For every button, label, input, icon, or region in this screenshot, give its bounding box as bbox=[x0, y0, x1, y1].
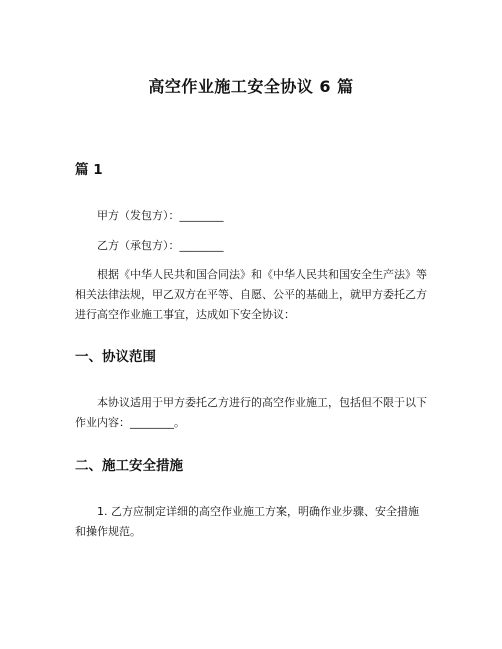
section-heading-scope: 一、协议范围 bbox=[75, 349, 156, 365]
section-body-scope: 本协议适用于甲方委托乙方进行的高空作业施工，包括但不限于以下作业内容：________。 bbox=[75, 396, 427, 429]
party-a-line: 甲方（发包方）：________ bbox=[97, 209, 224, 222]
party-b-line: 乙方（承包方）：________ bbox=[97, 239, 224, 252]
section-heading-safety-measures: 二、施工安全措施 bbox=[75, 458, 183, 474]
intro-paragraph: 根据《中华人民共和国合同法》和《中华人民共和国安全生产法》等相关法律法规，甲乙双方在平等、自愿、公平的基础上，就甲方委托乙方进行高空作业施工事宜，达成如下安全协议： bbox=[75, 268, 427, 321]
document-title: 高空作业施工安全协议 6 篇 bbox=[148, 77, 354, 96]
part-heading: 篇 1 bbox=[75, 162, 103, 178]
section-body-safety-measures: 1. 乙方应制定详细的高空作业施工方案，明确作业步骤、安全措施和操作规范。 bbox=[75, 505, 419, 538]
